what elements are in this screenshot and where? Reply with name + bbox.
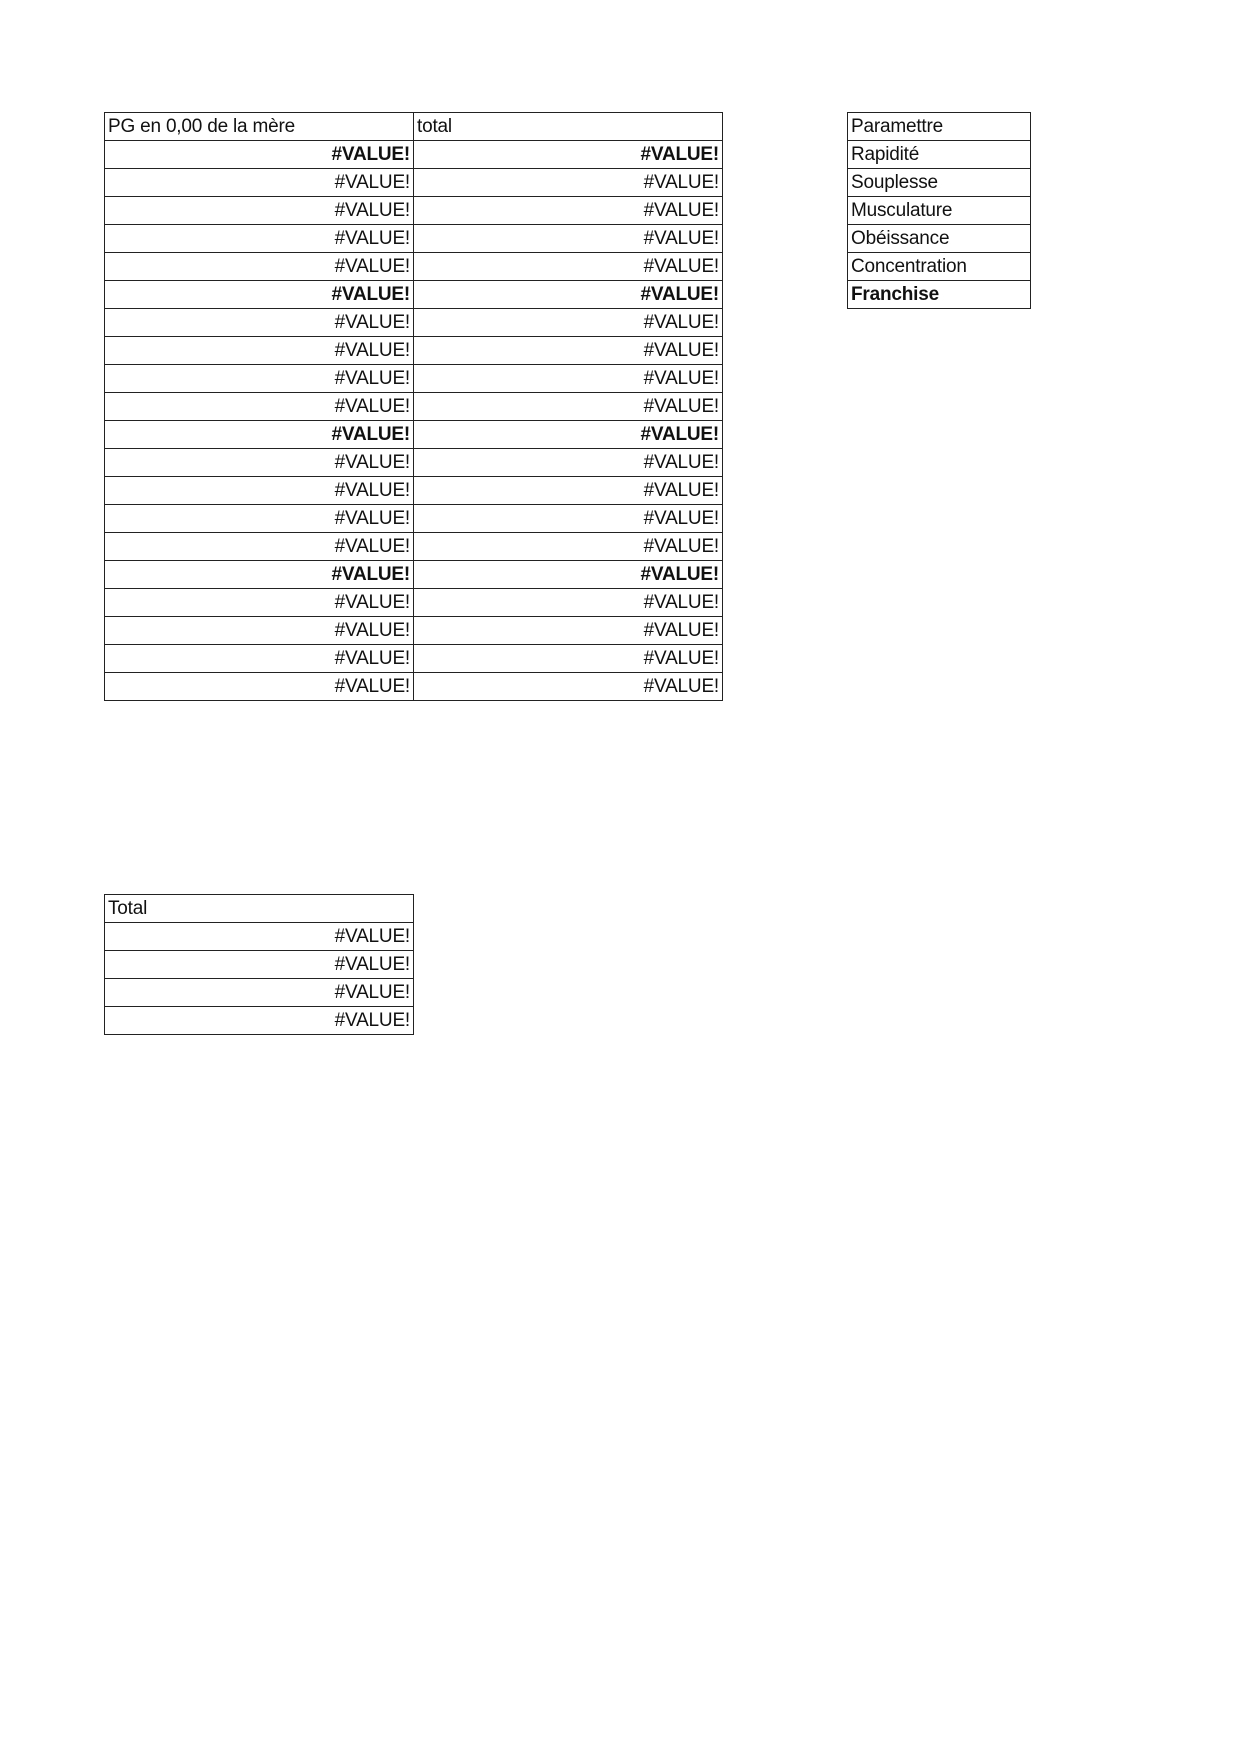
cell-pg-value[interactable]: #VALUE! [105,365,414,393]
cell-total-value[interactable]: #VALUE! [414,337,723,365]
cell-parameter-label[interactable]: Souplesse [848,169,1031,197]
cell-parameter-label[interactable]: Obéissance [848,225,1031,253]
table-row [105,589,723,617]
table-row [105,197,723,225]
cell-pg-value[interactable]: #VALUE! [105,393,414,421]
table-row [105,449,723,477]
header-row [105,113,723,141]
cell-pg-value[interactable]: #VALUE! [105,617,414,645]
cell-total-summary-value[interactable]: #VALUE! [105,951,414,979]
cell-pg-value[interactable]: #VALUE! [105,533,414,561]
table-row [105,979,414,1007]
cell-total-value[interactable]: #VALUE! [414,365,723,393]
cell-parameter-label[interactable]: Rapidité [848,141,1031,169]
cell-pg-value[interactable]: #VALUE! [105,505,414,533]
header-parameter[interactable]: Paramettre [848,113,1031,141]
cell-total-value[interactable]: #VALUE! [414,505,723,533]
cell-total-value[interactable]: #VALUE! [414,309,723,337]
cell-total-value[interactable]: #VALUE! [414,449,723,477]
cell-pg-value[interactable]: #VALUE! [105,673,414,701]
table-row [848,141,1031,169]
cell-total-value[interactable]: #VALUE! [414,225,723,253]
cell-pg-value[interactable]: #VALUE! [105,421,414,449]
cell-pg-value[interactable]: #VALUE! [105,281,414,309]
cell-parameter-label[interactable]: Concentration [848,253,1031,281]
cell-total-value[interactable]: #VALUE! [414,253,723,281]
table-row [105,141,723,169]
cell-total-value[interactable]: #VALUE! [414,533,723,561]
cell-total-value[interactable]: #VALUE! [414,393,723,421]
table-row [105,533,723,561]
cell-pg-value[interactable]: #VALUE! [105,197,414,225]
cell-pg-value[interactable]: #VALUE! [105,561,414,589]
table-row [105,617,723,645]
cell-total-value[interactable]: #VALUE! [414,477,723,505]
table-row [105,225,723,253]
cell-total-value[interactable]: #VALUE! [414,141,723,169]
table-row [105,923,414,951]
cell-parameter-label[interactable]: Franchise [848,281,1031,309]
cell-pg-value[interactable]: #VALUE! [105,337,414,365]
cell-parameter-label[interactable]: Musculature [848,197,1031,225]
table-row [105,421,723,449]
cell-pg-value[interactable]: #VALUE! [105,309,414,337]
cell-total-value[interactable]: #VALUE! [414,197,723,225]
header-row [848,113,1031,141]
table-row [105,365,723,393]
cell-pg-value[interactable]: #VALUE! [105,449,414,477]
table-row [105,281,723,309]
table-row [105,169,723,197]
cell-pg-value[interactable]: #VALUE! [105,645,414,673]
cell-total-value[interactable]: #VALUE! [414,673,723,701]
table-row [105,505,723,533]
table-row [848,197,1031,225]
table-row [105,393,723,421]
cell-pg-value[interactable]: #VALUE! [105,589,414,617]
header-pg[interactable]: PG en 0,00 de la mère [105,113,414,141]
table-row [105,253,723,281]
header-row [105,895,414,923]
total-table [104,894,414,1035]
table-row [105,951,414,979]
table-row [105,561,723,589]
table-row [105,645,723,673]
pg-total-table [104,112,723,701]
parameter-table [847,112,1031,309]
table-row [105,477,723,505]
table-row [105,337,723,365]
cell-total-value[interactable]: #VALUE! [414,645,723,673]
cell-total-summary-value[interactable]: #VALUE! [105,979,414,1007]
table-row [848,169,1031,197]
table-row [105,1007,414,1035]
cell-pg-value[interactable]: #VALUE! [105,253,414,281]
table-row [105,673,723,701]
cell-total-value[interactable]: #VALUE! [414,281,723,309]
table-row [848,253,1031,281]
cell-total-summary-value[interactable]: #VALUE! [105,1007,414,1035]
cell-pg-value[interactable]: #VALUE! [105,225,414,253]
table-row [105,309,723,337]
cell-total-value[interactable]: #VALUE! [414,589,723,617]
table-row [848,225,1031,253]
cell-total-value[interactable]: #VALUE! [414,617,723,645]
cell-total-value[interactable]: #VALUE! [414,561,723,589]
header-total[interactable]: total [414,113,723,141]
cell-pg-value[interactable]: #VALUE! [105,169,414,197]
cell-pg-value[interactable]: #VALUE! [105,477,414,505]
cell-pg-value[interactable]: #VALUE! [105,141,414,169]
header-total-summary[interactable]: Total [105,895,414,923]
table-row [848,281,1031,309]
cell-total-summary-value[interactable]: #VALUE! [105,923,414,951]
cell-total-value[interactable]: #VALUE! [414,421,723,449]
cell-total-value[interactable]: #VALUE! [414,169,723,197]
